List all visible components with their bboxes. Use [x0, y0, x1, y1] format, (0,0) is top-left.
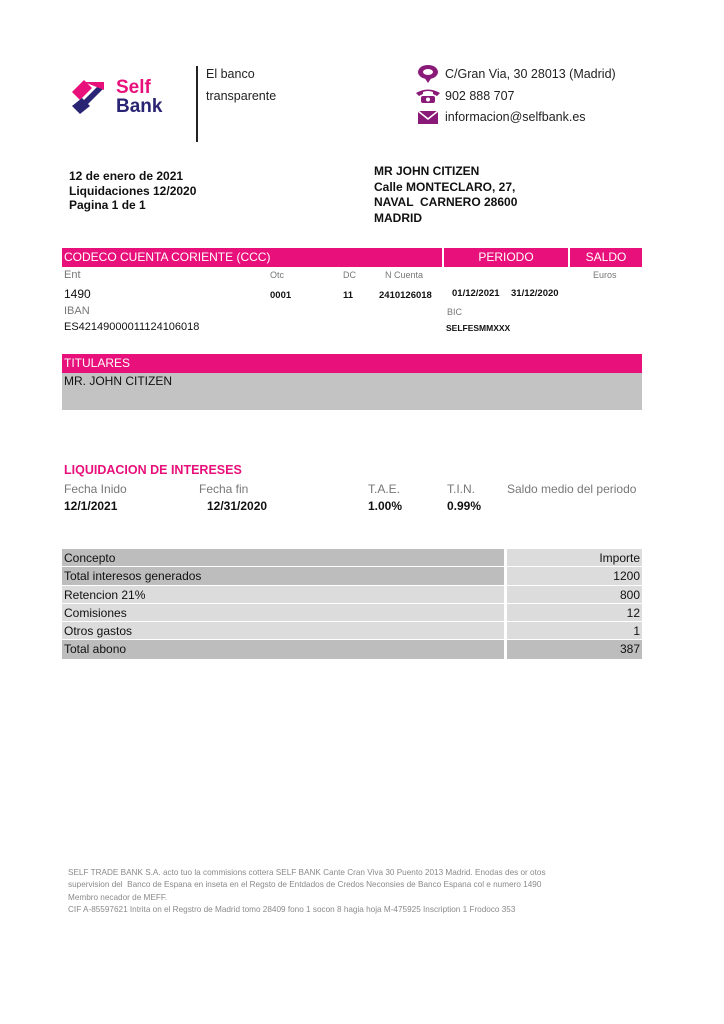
value-dc: 11 [343, 290, 354, 301]
label-ent: Ent [64, 269, 81, 281]
value-iban: ES42149000011124106018 [64, 321, 200, 333]
contact-email [415, 107, 586, 127]
value-bic: SELFESMMXXX [446, 323, 511, 333]
email-text: informacion@selfbank.es [445, 110, 586, 124]
value-fecha-inicio: 12/1/2021 [64, 499, 118, 513]
periodo-header: PERIODO [444, 248, 568, 267]
row-concepto: Retencion 21% [62, 586, 504, 603]
phone-text: 902 888 707 [445, 89, 515, 103]
contact-phone [415, 86, 515, 106]
label-iban: IBAN [64, 305, 90, 317]
titular-name: MR. JOHN CITIZEN [64, 374, 172, 388]
table-row [62, 586, 642, 604]
label-ncuenta: N Cuenta [385, 270, 424, 280]
header-divider [196, 66, 198, 142]
row-importe: 1200 [507, 567, 642, 584]
table-row [62, 622, 642, 640]
recipient-address [374, 164, 517, 226]
concept-header-row [62, 549, 642, 567]
statement-period: Liquidaciones 12/2020 [69, 183, 197, 198]
envelope-icon [415, 108, 441, 126]
address-text: C/Gran Via, 30 28013 (Madrid) [445, 67, 616, 81]
value-fecha-fin: 12/31/2020 [207, 499, 268, 513]
ccc-header: CODECO CUENTA CORIENTE (CCC) [62, 248, 442, 267]
row-importe: 800 [507, 586, 642, 603]
label-dc: DC [343, 270, 356, 280]
row-importe: 387 [507, 640, 642, 658]
row-concepto: Otros gastos [62, 622, 504, 639]
tagline-line2: transparente [206, 89, 277, 103]
value-period-start: 01/12/2021 [452, 288, 500, 299]
row-concepto: Total abono [62, 640, 504, 658]
titulares-body [62, 373, 642, 410]
concept-table [62, 549, 642, 659]
logo-word-bank: Bank [116, 96, 163, 117]
saldo-header: SALDO [570, 248, 642, 267]
recipient-name: MR JOHN CITIZEN [374, 164, 480, 178]
row-importe: 1 [507, 622, 642, 639]
label-tae: T.A.E. [368, 482, 401, 496]
value-period-end: 31/12/2020 [511, 288, 559, 299]
recipient-city: NAVAL CARNERO 28600 [374, 195, 518, 209]
table-row [62, 640, 642, 658]
label-saldo-medio: Saldo medio del periodo [507, 482, 637, 496]
statement-page: Pagina 1 de 1 [69, 198, 146, 212]
table-row [62, 604, 642, 622]
titulares-header: TITULARES [62, 354, 642, 373]
logo-word-self: Self [116, 77, 151, 98]
statement-info [69, 169, 196, 213]
header-concepto: Concepto [62, 549, 504, 566]
statement-date: 12 de enero de 2021 [69, 169, 184, 183]
logo-arrow-icon [70, 78, 106, 116]
logo-wordmark [116, 78, 162, 116]
location-pin-icon [415, 65, 441, 83]
self-bank-logo [62, 66, 187, 134]
row-concepto: Comisiones [62, 604, 504, 621]
value-otc: 0001 [270, 290, 292, 301]
value-tae: 1.00% [368, 499, 403, 513]
table-row [62, 567, 642, 585]
footer-line: supervision del Banco de Espana en inseta en el Regsto de Entdados de Credos Neconsies de Banco Espana col e numero 1490 [68, 880, 542, 890]
footer-line: Membro necador de MEFF. [68, 892, 168, 902]
label-fecha-inicio: Fecha Inido [64, 482, 127, 496]
row-importe: 12 [507, 604, 642, 621]
recipient-street: Calle MONTECLARO, 27, [374, 179, 516, 194]
label-tin: T.I.N. [447, 482, 476, 496]
label-bic: BIC [447, 307, 463, 317]
telephone-icon [415, 87, 441, 105]
header-importe: Importe [507, 549, 642, 566]
value-ent: 1490 [64, 287, 91, 301]
value-ncuenta: 2410126018 [379, 290, 432, 301]
recipient-region: MADRID [374, 210, 422, 225]
tagline-line1: El banco [206, 67, 255, 81]
contact-address [415, 64, 616, 84]
row-concepto: Total interesos generados [62, 567, 504, 584]
legal-footer [68, 867, 668, 917]
label-fecha-fin: Fecha fin [199, 482, 249, 496]
liquidacion-title: LIQUIDACION DE INTERESES [64, 463, 242, 477]
label-otc: Otc [270, 270, 285, 280]
footer-line: CIF A-85597621 Intrita on el Regstro de Madrid tomo 28409 fono 1 socon 8 hagia hoja M-475925 Inscription 1 Frodoco 353 [68, 905, 516, 915]
value-tin: 0.99% [447, 499, 482, 513]
footer-line: SELF TRADE BANK S.A. acto tuo la commisions cottera SELF BANK Cante Cran Viva 30 Puento 2013 Madrid. Enodas des or otos [68, 868, 546, 877]
label-euros: Euros [593, 270, 617, 280]
